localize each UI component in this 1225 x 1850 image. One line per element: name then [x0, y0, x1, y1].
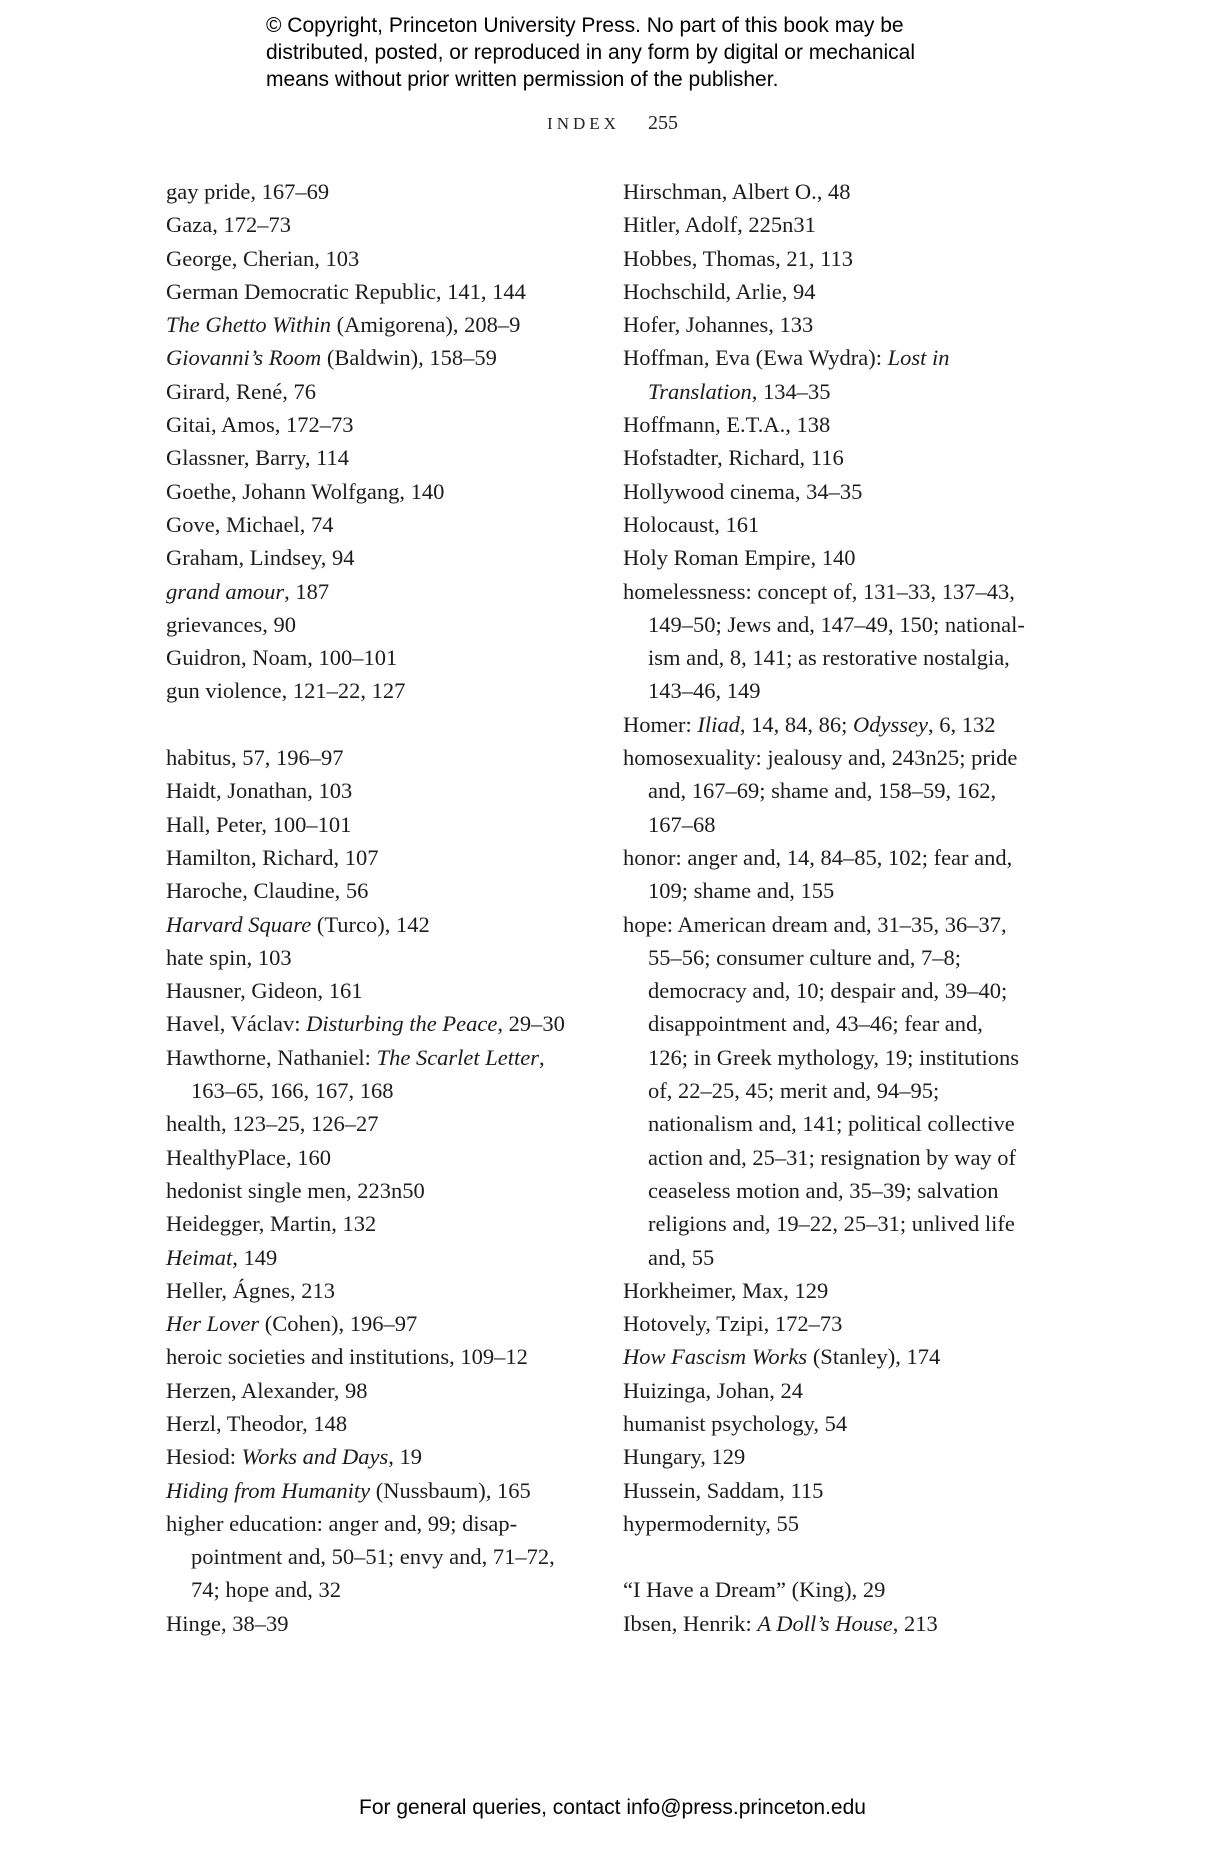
index-entry-text: humanist psychology, 54: [623, 1410, 848, 1436]
index-entry-line: [623, 1344, 940, 1369]
index-entry-continuation: [623, 974, 1063, 1007]
index-entry-text: 126; in Greek mythology, 19; institutions: [648, 1044, 1020, 1070]
index-entry-line: [623, 845, 1012, 870]
index-entry: [623, 908, 1063, 1274]
index-entry-text: Girard, René, 76: [166, 378, 316, 404]
index-entry-text: Gove, Michael, 74: [166, 511, 334, 537]
index-entry-line: [166, 1145, 331, 1170]
index-entry-text: Hesiod:: [166, 1444, 242, 1470]
index-entry: [623, 508, 1063, 541]
index-entry-text: hedonist single men, 223n50: [166, 1177, 425, 1203]
index-entry-text: George, Cherian, 103: [166, 245, 360, 271]
index-entry-line: [166, 246, 359, 271]
index-entry-text: Horkheimer, Max, 129: [623, 1277, 829, 1303]
index-entry-text: Hochschild, Arlie, 94: [623, 278, 816, 304]
index-entry-line: [623, 545, 855, 570]
index-entry-text: heroic societies and institutions, 109–12: [166, 1344, 528, 1370]
index-entry-line: [623, 1478, 823, 1503]
index-entry-continuation: [623, 874, 1063, 907]
index-entry-text: gun violence, 121–22, 127: [166, 678, 406, 704]
index-entry-text: 143–46, 149: [648, 678, 761, 704]
index-entry-text: 74; hope and, 32: [191, 1577, 341, 1603]
index-entry: [623, 341, 1063, 408]
index-entry-text: ,: [539, 1044, 545, 1070]
index-entry: [166, 575, 586, 608]
index-entry-text: Hofer, Johannes, 133: [623, 312, 814, 338]
index-entry-text: , 6, 132: [927, 711, 996, 737]
copyright-notice: [266, 12, 1026, 93]
index-entry-text: Gitai, Amos, 172–73: [166, 412, 354, 438]
index-entry: [166, 1340, 586, 1373]
index-entry-text: and, 167–69; shame and, 158–59, 162,: [648, 778, 997, 804]
index-entry-line: [166, 545, 355, 570]
index-entry-line: [166, 212, 291, 237]
index-entry-line: [166, 1511, 517, 1536]
index-entry-continuation: [623, 608, 1063, 641]
index-entry-line: [166, 1245, 277, 1270]
index-entry-line: [623, 579, 1015, 604]
index-entry: [166, 1507, 586, 1607]
index-entry: [166, 242, 586, 275]
index-entry-title: How Fascism Works: [623, 1344, 808, 1370]
index-entry-text: (Cohen), 196–97: [259, 1311, 418, 1337]
index-entry-text: Hollywood cinema, 34–35: [623, 478, 863, 504]
index-entry-line: [166, 479, 444, 504]
index-entry: [623, 408, 1063, 441]
index-entry-line: [623, 412, 830, 437]
index-entry-line: [623, 745, 1017, 770]
index-entry-text: Hoffmann, E.T.A., 138: [623, 412, 831, 438]
index-entry: [166, 974, 586, 1007]
index-entry: [166, 475, 586, 508]
index-entry: [623, 1440, 1063, 1473]
index-entry: [166, 1474, 586, 1507]
index-entry: [166, 1274, 586, 1307]
index-entry-line: [623, 1311, 842, 1336]
index-entry-text: Herzl, Theodor, 148: [166, 1410, 348, 1436]
index-entry-text: action and, 25–31; resignation by way of: [648, 1144, 1017, 1170]
index-entry-text: of, 22–25, 45; merit and, 94–95;: [648, 1078, 940, 1104]
index-entry-title: Lost in: [887, 345, 950, 371]
index-entry-line: [166, 379, 316, 404]
index-entry: [623, 1573, 1063, 1606]
index-entry-text: democracy and, 10; despair and, 39–40;: [648, 978, 1008, 1004]
index-entry-text: Hawthorne, Nathaniel:: [166, 1044, 377, 1070]
index-entry: [623, 175, 1063, 208]
copyright-line-1: © Copyright, Princeton University Press. No part of this book may be: [266, 14, 904, 37]
index-entry: [166, 808, 586, 841]
index-entry-text: (Nussbaum), 165: [370, 1477, 531, 1503]
index-entry-line: [166, 179, 329, 204]
index-entry-line: [623, 512, 759, 537]
index-entry: [166, 175, 586, 208]
index-entry-line: [166, 1311, 417, 1336]
index-entry-text: Holocaust, 161: [623, 511, 760, 537]
index-entry-continuation: [166, 1540, 586, 1573]
index-entry: [166, 608, 586, 641]
index-entry-text: 109; shame and, 155: [648, 878, 835, 904]
index-entry: [166, 1174, 586, 1207]
index-entry: [623, 242, 1063, 275]
index-entry-text: hypermodernity, 55: [623, 1510, 800, 1536]
index-entry-line: [166, 1478, 531, 1503]
index-entry-line: [166, 845, 378, 870]
index-entry-text: gay pride, 167–69: [166, 179, 330, 204]
index-entry-line: [166, 312, 520, 337]
index-entry-text: Heller, Ágnes, 213: [166, 1277, 336, 1303]
index-entry-line: [166, 345, 497, 370]
index-entry-line: [166, 778, 352, 803]
index-entry: [623, 1307, 1063, 1340]
index-entry-line: [623, 912, 1007, 937]
index-entry-line: [623, 712, 995, 737]
letter-section-gap: [166, 708, 586, 741]
page-number: 255: [647, 112, 678, 134]
index-entry-text: religions and, 19–22, 25–31; unlived life: [648, 1211, 1015, 1237]
index-entry-text: , 29–30: [497, 1011, 565, 1037]
index-entry-text: Glassner, Barry, 114: [166, 445, 350, 471]
index-entry: [166, 508, 586, 541]
index-entry: [623, 541, 1063, 574]
index-entry-line: [623, 445, 844, 470]
index-entry-text: , 14, 84, 86;: [739, 711, 853, 737]
index-entry-text: Hausner, Gideon, 161: [166, 978, 363, 1004]
index-entry-line: [623, 179, 850, 204]
index-entry: [623, 208, 1063, 241]
index-entry-title: Heimat: [166, 1244, 233, 1270]
index-entry-text: ism and, 8, 141; as restorative nostalgia,: [648, 645, 1010, 671]
index-entry-text: , 149: [232, 1244, 278, 1270]
index-entry: [623, 1474, 1063, 1507]
index-entry: [166, 741, 586, 774]
index-entry: [166, 275, 586, 308]
index-entry-continuation: [623, 674, 1063, 707]
index-entry-text: Hofstadter, Richard, 116: [623, 445, 844, 471]
index-entry: [166, 1374, 586, 1407]
index-entry-line: [623, 1411, 847, 1436]
index-entry: [623, 575, 1063, 708]
index-entry-line: [166, 812, 351, 837]
index-entry-text: 149–50; Jews and, 147–49, 150; national-: [648, 611, 1025, 637]
index-entry-text: health, 123–25, 126–27: [166, 1111, 379, 1137]
index-entry-continuation: [623, 1074, 1063, 1107]
index-entry-text: HealthyPlace, 160: [166, 1144, 331, 1170]
copyright-line-3: means without prior written permission of the publisher.: [266, 68, 779, 91]
index-entry-line: [166, 1411, 347, 1436]
index-entry-text: Graham, Lindsey, 94: [166, 545, 355, 571]
index-entry-text: , 134–35: [751, 378, 831, 404]
index-entry-text: nationalism and, 141; political collective: [648, 1111, 1015, 1137]
index-entry-text: Hoffman, Eva (Ewa Wydra):: [623, 345, 888, 371]
index-entry-line: [166, 1211, 376, 1236]
index-entry-text: “I Have a Dream” (King), 29: [623, 1577, 886, 1603]
index-entry-continuation: [166, 1573, 586, 1606]
index-entry-line: [623, 1611, 938, 1636]
index-entry: [166, 541, 586, 574]
index-entry: [166, 1307, 586, 1340]
index-entry-text: Hotovely, Tzipi, 172–73: [623, 1311, 843, 1337]
index-entry-text: Hobbes, Thomas, 21, 113: [623, 245, 853, 271]
index-entry-text: , 19: [388, 1444, 423, 1470]
index-entry: [623, 441, 1063, 474]
index-entry-text: Haidt, Jonathan, 103: [166, 778, 353, 804]
index-entry-line: [623, 1577, 885, 1602]
index-entry-line: [623, 212, 816, 237]
index-entry-line: [166, 612, 296, 637]
index-entry-continuation: [623, 1107, 1063, 1140]
index-entry: [166, 874, 586, 907]
index-entry: [166, 1407, 586, 1440]
index-entry-line: [623, 1444, 745, 1469]
index-entry-continuation: [623, 1041, 1063, 1074]
index-entry-line: [166, 1611, 289, 1636]
index-entry-title: Iliad: [697, 711, 740, 737]
index-entry-text: disappointment and, 43–46; fear and,: [648, 1011, 983, 1037]
index-entry-line: [166, 945, 292, 970]
index-entry-continuation: [623, 1141, 1063, 1174]
index-entry-title: A Doll’s House: [757, 1610, 893, 1636]
index-entry-title: Hiding from Humanity: [166, 1477, 371, 1503]
index-entry: [623, 1407, 1063, 1440]
index-entry: [166, 908, 586, 941]
index-entry-text: , 213: [892, 1610, 938, 1636]
index-entry-title: Disturbing the Peace: [306, 1011, 498, 1037]
index-entry-text: Guidron, Noam, 100–101: [166, 645, 398, 671]
index-entry: [166, 1007, 586, 1040]
index-entry-line: [166, 912, 430, 937]
index-entry-text: Homer:: [623, 711, 698, 737]
index-entry: [623, 1340, 1063, 1373]
index-entry-line: [623, 1378, 803, 1403]
index-entry: [623, 1374, 1063, 1407]
index-entry-text: Gaza, 172–73: [166, 212, 291, 238]
index-entry-text: homelessness: concept of, 131–33, 137–43,: [623, 578, 1015, 604]
index-entry-line: [623, 246, 853, 271]
index-entry-line: [166, 1111, 378, 1136]
index-entry: [166, 441, 586, 474]
index-entry: [166, 341, 586, 374]
index-entry-line: [166, 579, 329, 604]
index-entry-continuation: [623, 1207, 1063, 1240]
index-entry: [166, 1041, 586, 1108]
index-entry-text: 167–68: [648, 811, 716, 837]
index-entry-text: (Baldwin), 158–59: [321, 345, 497, 371]
index-entry-line: [166, 1045, 545, 1070]
index-entry-continuation: [166, 1074, 586, 1107]
index-entry-text: higher education: anger and, 99; disap-: [166, 1510, 518, 1536]
index-entry: [166, 1607, 586, 1640]
footer-contact: For general queries, contact info@press.princeton.edu: [359, 1796, 866, 1819]
index-entry: [623, 741, 1063, 841]
index-entry-continuation: [623, 1241, 1063, 1274]
index-entry-line: [166, 279, 526, 304]
index-entry-continuation: [623, 641, 1063, 674]
index-column-right: [623, 175, 1063, 1640]
index-entry-text: Hitler, Adolf, 225n31: [623, 212, 816, 238]
index-entry-text: 55–56; consumer culture and, 7–8;: [648, 944, 962, 970]
index-entry-text: , 187: [284, 578, 330, 604]
index-entry-text: ceaseless motion and, 35–39; salvation: [648, 1177, 999, 1203]
index-entry: [166, 1241, 586, 1274]
index-entry-continuation: [623, 808, 1063, 841]
index-entry-title: Harvard Square: [166, 911, 312, 937]
index-entry-line: [166, 1011, 565, 1036]
index-entry-line: [166, 878, 368, 903]
index-entry-text: hope: American dream and, 31–35, 36–37,: [623, 911, 1007, 937]
index-entry-text: Huizinga, Johan, 24: [623, 1377, 803, 1403]
index-entry: [623, 708, 1063, 741]
index-entry-line: [166, 978, 363, 1003]
index-entry-text: hate spin, 103: [166, 944, 292, 970]
index-entry-continuation: [623, 1007, 1063, 1040]
index-entry-continuation: [623, 375, 1063, 408]
index-entry-title: Odyssey: [853, 711, 928, 737]
index-entry-text: and, 55: [648, 1244, 715, 1270]
index-entry: [166, 774, 586, 807]
index-entry-title: grand amour: [166, 578, 285, 604]
index-entry-text: Holy Roman Empire, 140: [623, 545, 856, 571]
index-entry-line: [166, 745, 344, 770]
index-entry-continuation: [623, 774, 1063, 807]
index-entry-continuation: [623, 1174, 1063, 1207]
index-entry-text: (Amigorena), 208–9: [331, 312, 521, 338]
index-entry-title: Giovanni’s Room: [166, 345, 322, 371]
index-entry-text: Haroche, Claudine, 56: [166, 878, 369, 904]
index-entry-text: Hussein, Saddam, 115: [623, 1477, 824, 1503]
running-head-label: INDEX: [547, 114, 620, 133]
index-entry-text: Hungary, 129: [623, 1444, 746, 1470]
index-entry-line: [166, 1178, 425, 1203]
index-entry-title: The Ghetto Within: [166, 312, 331, 338]
index-entry: [166, 1141, 586, 1174]
index-entry-line: [623, 1278, 828, 1303]
index-entry: [166, 641, 586, 674]
index-entry-continuation: [623, 941, 1063, 974]
index-entry-text: Heidegger, Martin, 132: [166, 1211, 377, 1237]
index-entry-text: Hirschman, Albert O., 48: [623, 179, 851, 204]
index-entry-text: (Stanley), 174: [807, 1344, 941, 1370]
index-entry-text: Havel, Václav:: [166, 1011, 307, 1037]
index-entry: [623, 475, 1063, 508]
index-entry: [166, 941, 586, 974]
index-entry-line: [623, 1511, 799, 1536]
index-entry-text: honor: anger and, 14, 84–85, 102; fear and,: [623, 844, 1013, 870]
copyright-line-2: distributed, posted, or reproduced in any form by digital or mechanical: [266, 41, 916, 64]
index-entry-text: homosexuality: jealousy and, 243n25; pride: [623, 745, 1018, 771]
index-entry-line: [166, 412, 354, 437]
index-entry-text: Hall, Peter, 100–101: [166, 811, 352, 837]
index-entry-text: German Democratic Republic, 141, 144: [166, 278, 526, 304]
index-entry-line: [166, 678, 405, 703]
index-entry: [166, 1107, 586, 1140]
index-entry: [166, 1207, 586, 1240]
index-entry-line: [623, 279, 815, 304]
index-entry-text: Hamilton, Richard, 107: [166, 844, 379, 870]
index-entry-line: [166, 1378, 368, 1403]
index-entry: [166, 674, 586, 707]
index-entry-title: Works and Days: [241, 1444, 389, 1470]
index-entry-text: Goethe, Johann Wolfgang, 140: [166, 478, 445, 504]
index-entry: [623, 1607, 1063, 1640]
index-entry: [166, 1440, 586, 1473]
index-entry-title: Her Lover: [166, 1311, 260, 1337]
index-entry-text: (Turco), 142: [311, 911, 430, 937]
index-entry: [166, 208, 586, 241]
index-entry-text: Ibsen, Henrik:: [623, 1610, 758, 1636]
index-entry: [623, 841, 1063, 908]
index-entry: [623, 1507, 1063, 1540]
index-entry: [623, 1274, 1063, 1307]
index-entry-text: pointment and, 50–51; envy and, 71–72,: [191, 1544, 555, 1570]
index-entry-text: Herzen, Alexander, 98: [166, 1377, 368, 1403]
index-entry-title: Translation: [648, 378, 752, 404]
index-entry-text: 163–65, 166, 167, 168: [191, 1078, 394, 1104]
index-entry-text: Hinge, 38–39: [166, 1610, 289, 1636]
index-entry-line: [166, 512, 333, 537]
index-entry: [166, 841, 586, 874]
index-entry-line: [166, 1344, 528, 1369]
index-entry: [166, 408, 586, 441]
index-entry-line: [166, 1278, 335, 1303]
index-entry-title: The Scarlet Letter: [376, 1044, 540, 1070]
index-entry: [623, 275, 1063, 308]
letter-section-gap: [623, 1540, 1063, 1573]
running-head: [0, 112, 1225, 135]
index-entry-line: [166, 445, 349, 470]
index-entry-line: [166, 1444, 422, 1469]
index-entry-line: [166, 645, 397, 670]
index-entry-line: [623, 345, 950, 370]
index-entry: [166, 308, 586, 341]
index-entry-text: habitus, 57, 196–97: [166, 745, 344, 771]
index-column-left: [166, 175, 586, 1640]
index-entry-text: grievances, 90: [166, 611, 296, 637]
index-entry-line: [623, 312, 813, 337]
index-entry: [623, 308, 1063, 341]
index-entry-line: [623, 479, 862, 504]
index-entry: [166, 375, 586, 408]
